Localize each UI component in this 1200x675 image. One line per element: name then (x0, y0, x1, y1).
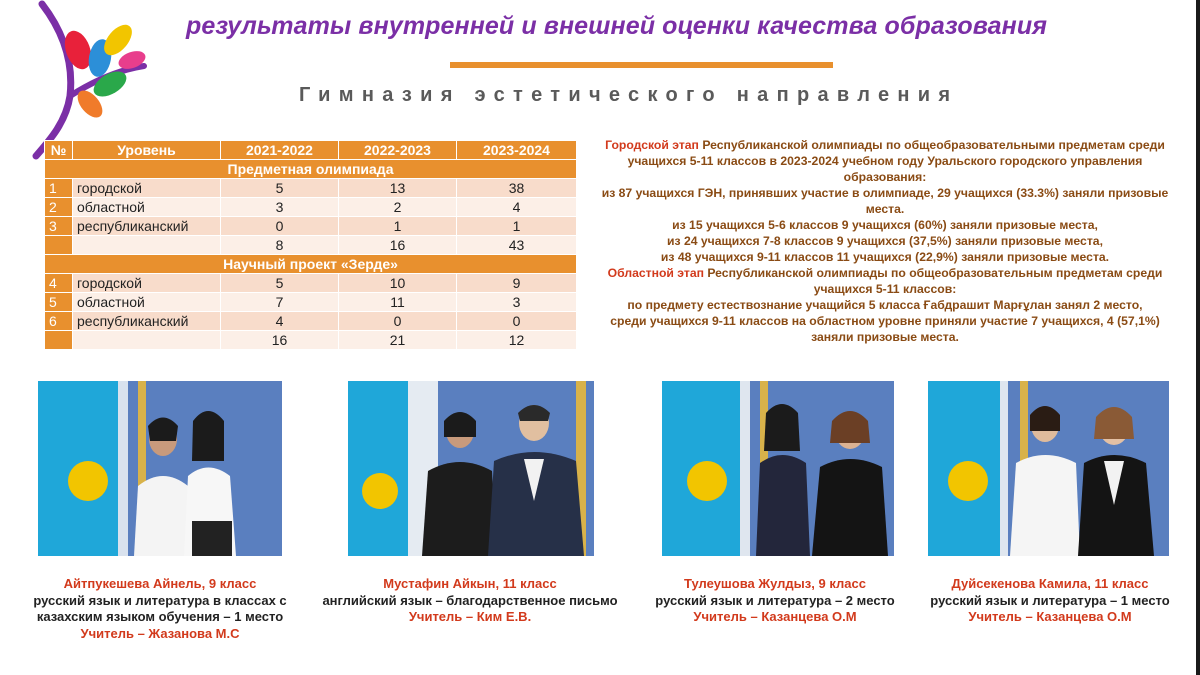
value-cell: 0 (221, 217, 339, 236)
section-title: Научный проект «Зерде» (45, 255, 577, 274)
results-table (44, 140, 577, 350)
total-cell: 21 (339, 331, 457, 350)
info-line: среди учащихся 9-11 классов на областном уровне приняли участие 7 учащихся, 4 (57,1%) заняли призовые места. (610, 314, 1160, 344)
section-header-row (45, 255, 577, 274)
photo-caption (300, 576, 640, 626)
olympiad-info (596, 137, 1174, 345)
info-line: по предмету естествознание учащийся 5 класса Ғабдрашит Марғұлан занял 2 место, (627, 298, 1143, 312)
student-photo (38, 381, 282, 556)
value-cell: 3 (457, 293, 577, 312)
value-cell: 3 (221, 198, 339, 217)
value-cell: 4 (221, 312, 339, 331)
value-cell: 13 (339, 179, 457, 198)
value-cell: 4 (457, 198, 577, 217)
student-photo (348, 381, 594, 556)
value-cell: 9 (457, 274, 577, 293)
value-cell: 2 (339, 198, 457, 217)
photo-caption (10, 576, 310, 642)
region-stage-paragraph (596, 265, 1174, 297)
row-number: 5 (45, 293, 73, 312)
value-cell: 1 (339, 217, 457, 236)
value-cell: 5 (221, 274, 339, 293)
row-number: 6 (45, 312, 73, 331)
level-cell-empty (73, 236, 221, 255)
student-name: Дуйсекенова Камила, 11 класс (951, 576, 1149, 591)
column-header: 2023-2024 (457, 141, 577, 160)
row-number-empty (45, 236, 73, 255)
student-photo (928, 381, 1169, 556)
student-name: Айтпукешева Айнель, 9 класс (63, 576, 257, 591)
info-line: из 15 учащихся 5-6 классов 9 учащихся (60%) заняли призовые места, (672, 218, 1098, 232)
city-stage-text: Республиканской олимпиады по общеобразовательными предметам среди учащихся 5-11 классов в 2023-2024 учебном году Уральского городского управления образования: (627, 138, 1165, 184)
info-line: из 87 учащихся ГЭН, принявших участие в олимпиаде, 29 учащихся (33.3%) заняли призовые места. (601, 186, 1169, 216)
section-title: Предметная олимпиада (45, 160, 577, 179)
page-title: результаты внутренней и внешней оценки качества образования (186, 12, 1048, 40)
award-text: русский язык и литература – 1 место (930, 592, 1170, 608)
total-row (45, 236, 577, 255)
value-cell: 0 (457, 312, 577, 331)
region-stage-text: Республиканской олимпиады по общеобразовательным предметам среди учащихся 5-11 классов: (703, 266, 1163, 296)
photo-caption (630, 576, 920, 626)
student-name: Мустафин Айкын, 11 класс (383, 576, 557, 591)
info-line: из 48 учащихся 9-11 классов 11 учащихся (22,9%) заняли призовые места. (660, 250, 1110, 264)
city-stage-label: Городской этап (605, 138, 699, 152)
region-stage-label: Областной этап (607, 266, 704, 280)
table-row (45, 274, 577, 293)
value-cell: 10 (339, 274, 457, 293)
right-edge-rule (1196, 0, 1200, 675)
row-number: 1 (45, 179, 73, 198)
row-number: 2 (45, 198, 73, 217)
total-cell: 12 (457, 331, 577, 350)
column-header: Уровень (73, 141, 221, 160)
info-line: из 24 учащихся 7-8 классов 9 учащихся (37,5%) заняли призовые места, (667, 234, 1103, 248)
level-cell: областной (73, 293, 221, 312)
award-text: русский язык и литература – 2 место (655, 592, 895, 608)
level-cell: городской (73, 179, 221, 198)
student-name: Тулеушова Жулдыз, 9 класс (684, 576, 866, 591)
level-cell: республиканский (73, 217, 221, 236)
value-cell: 7 (221, 293, 339, 312)
level-cell-empty (73, 331, 221, 350)
teacher-name: Учитель – Жазанова М.С (80, 625, 240, 641)
table-row (45, 312, 577, 331)
value-cell: 1 (457, 217, 577, 236)
column-header: 2021-2022 (221, 141, 339, 160)
value-cell: 0 (339, 312, 457, 331)
table-row (45, 217, 577, 236)
teacher-name: Учитель – Казанцева О.М (693, 609, 857, 624)
table-row (45, 179, 577, 198)
teacher-name: Учитель – Ким Е.В. (408, 609, 532, 624)
total-cell: 16 (339, 236, 457, 255)
student-photo (662, 381, 894, 556)
photo-caption (905, 576, 1195, 626)
table-header-row (45, 141, 577, 160)
award-text: английский язык – благодарственное письмо (322, 592, 618, 608)
total-cell: 8 (221, 236, 339, 255)
city-stage-paragraph (596, 137, 1174, 185)
level-cell: областной (73, 198, 221, 217)
value-cell: 38 (457, 179, 577, 198)
award-text: русский язык и литература в классах с казахским языком обучения – 1 место (33, 592, 287, 624)
bird-logo-icon (22, 0, 162, 160)
page-subtitle: Гимназия эстетического направления (299, 84, 959, 106)
title-underline (450, 62, 833, 68)
level-cell: республиканский (73, 312, 221, 331)
column-header: 2022-2023 (339, 141, 457, 160)
teacher-name: Учитель – Казанцева О.М (968, 609, 1132, 624)
table-row (45, 198, 577, 217)
row-number-empty (45, 331, 73, 350)
total-cell: 16 (221, 331, 339, 350)
level-cell: городской (73, 274, 221, 293)
row-number: 3 (45, 217, 73, 236)
section-header-row (45, 160, 577, 179)
total-row (45, 331, 577, 350)
table-row (45, 293, 577, 312)
total-cell: 43 (457, 236, 577, 255)
value-cell: 11 (339, 293, 457, 312)
column-header: № (45, 141, 73, 160)
row-number: 4 (45, 274, 73, 293)
value-cell: 5 (221, 179, 339, 198)
